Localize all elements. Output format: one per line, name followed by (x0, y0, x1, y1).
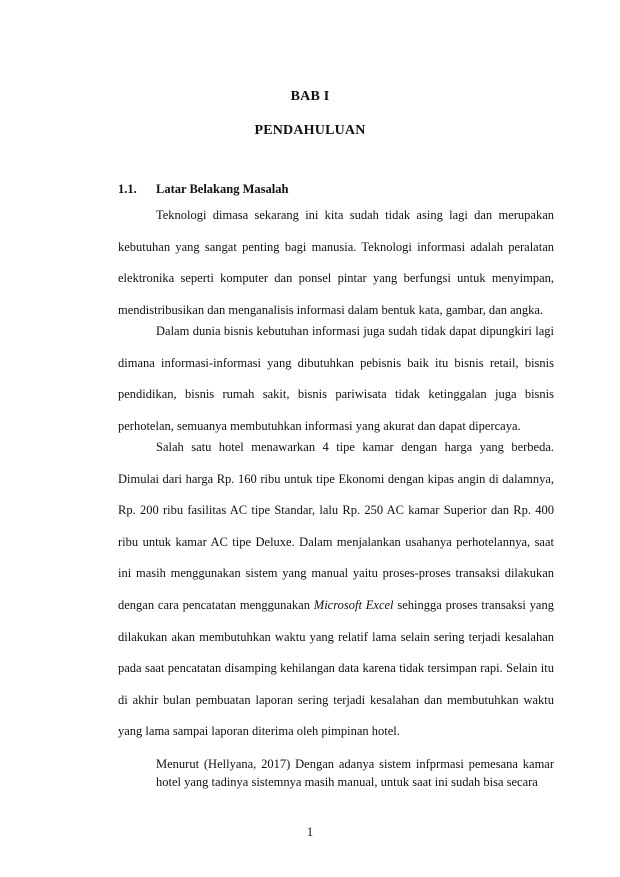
paragraph-technology: Teknologi dimasa sekarang ini kita sudah tidak asing lagi dan merupakan kebutuhan yang sangat penting bagi manusia. Teknologi informasi adalah peralatan elektronika seperti komputer dan ponsel pintar yang berfungsi untuk menyimpan, mendistribusikan dan menganalisis informasi dalam bentuk kata, gambar, dan angka. (118, 208, 554, 317)
paragraph-hotel-case (118, 432, 554, 748)
section-number: 1.1. (118, 182, 137, 196)
chapter-title: PENDAHULUAN (254, 123, 366, 138)
microsoft-excel-term: Microsoft Excel (313, 597, 394, 612)
paragraph-business-information: Dalam dunia bisnis kebutuhan informasi juga sudah tidak dapat dipungkiri lagi dimana informasi-informasi yang dibutuhkan pebisnis baik itu bisnis retail, bisnis pendidikan, bisnis rumah sakit, bisnis pariwisata tidak ketinggalan juga bisnis perhotelan, semuanya membutuhkan informasi yang akurat dan dapat dipercaya. (118, 324, 554, 433)
paragraph-hotel-text-1: Salah satu hotel menawarkan 4 tipe kamar dengan harga yang berbeda. Dimulai dari harga Rp. 160 ribu untuk tipe Ekonomi dengan kipas angin di dalamnya, Rp. 200 ribu fasilitas AC tipe Standar, lalu Rp. 250 AC kamar Superior dan Rp. 400 ribu untuk kamar AC tipe Deluxe. Dalam menjalankan usahanya perhotelannya, saat ini masih menggunakan sistem yang manual yaitu proses-proses transaksi dilakukan dengan cara pencatatan menggunakan (118, 440, 554, 612)
section-heading (118, 182, 288, 197)
chapter-number: BAB I (290, 89, 330, 104)
section-title: Latar Belakang Masalah (156, 182, 289, 196)
quote-block: Menurut (Hellyana, 2017) Dengan adanya sistem infprmasi pemesana kamar hotel yang tadinya sistemnya masih manual, untuk saat ini sudah bisa secara (156, 757, 554, 789)
page-number: 1 (306, 825, 314, 839)
paragraph-hotel-text-2: sehingga proses transaksi yang dilakukan akan membutuhkan waktu yang relatif lama selain sering terjadi kesalahan pada saat pencatatan disamping kehilangan data karena tidak tersimpan rapi. Selain itu di akhir bulan pembuatan laporan sering terjadi kesalahan dan membutuhkan waktu yang lama sampai laporan diterima oleh pimpinan hotel. (118, 597, 554, 739)
